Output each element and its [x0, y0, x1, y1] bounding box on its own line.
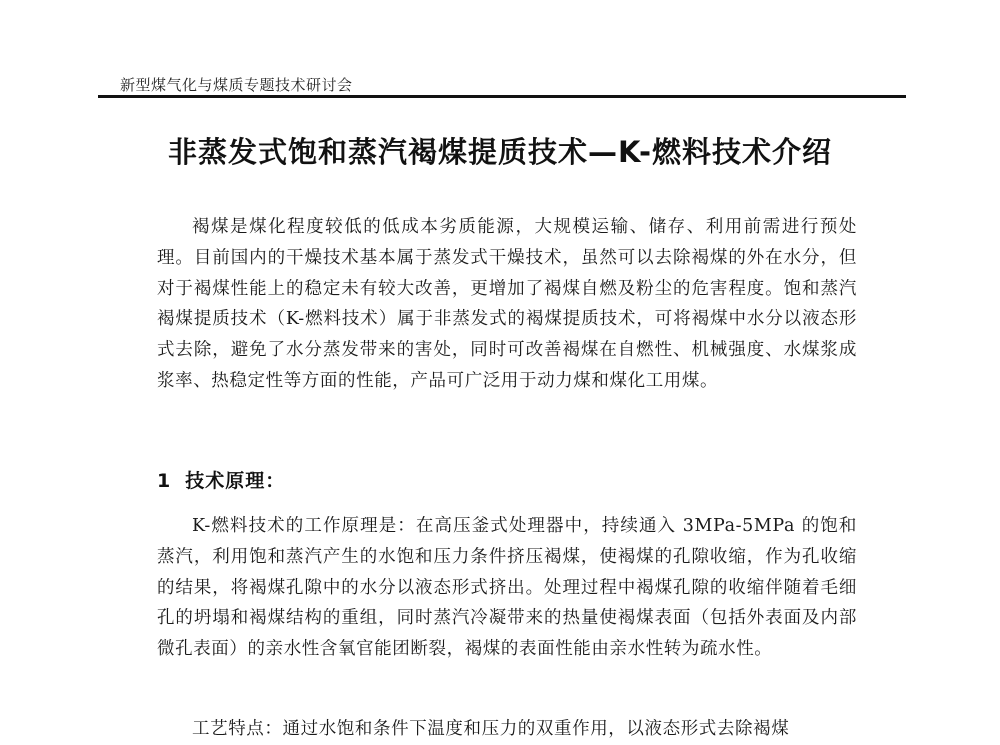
section-title: 技术原理： [185, 470, 286, 492]
section-number: 1 [157, 470, 172, 492]
running-header: 新型煤气化与煤质专题技术研讨会 [120, 76, 353, 94]
process-features-paragraph: 工艺特点：通过水饱和条件下温度和压力的双重作用，以液态形式去除褐煤 [192, 719, 790, 739]
section-heading [157, 466, 285, 493]
header-rule [98, 95, 906, 98]
intro-paragraph: 褐煤是煤化程度较低的低成本劣质能源，大规模运输、储存、利用前需进行预处理。目前国内的干燥技术基本属于蒸发式干燥技术，虽然可以去除褐煤的外在水分，但对于褐煤性能上的稳定未有较大改善，更增加了褐煤自燃及粉尘的危害程度。饱和蒸汽褐煤提质技术（K-燃料技术）属于非蒸发式的褐煤提质技术，可将褐煤中水分以液态形式去除，避免了水分蒸发带来的害处，同时可改善褐煤在自燃性、机械强度、水煤浆成浆率、热稳定性等方面的性能，产品可广泛用于动力煤和煤化工用煤。 [157, 217, 857, 391]
principle-paragraph: K-燃料技术的工作原理是：在高压釜式处理器中，持续通入 3MPa-5MPa 的饱和蒸汽，利用饱和蒸汽产生的水饱和压力条件挤压褐煤，使褐煤的孔隙收缩，作为孔收缩的结果，将褐煤孔隙中的水分以液态形式挤出。处理过程中褐煤孔隙的收缩伴随着毛细孔的坍塌和褐煤结构的重组，同时蒸汽冷凝带来的热量使褐煤表面（包括外表面及内部微孔表面）的亲水性含氧官能团断裂，褐煤的表面性能由亲水性转为疏水性。 [157, 516, 857, 660]
article-title: 非蒸发式饱和蒸汽褐煤提质技术—K-燃料技术介绍 [168, 135, 832, 169]
